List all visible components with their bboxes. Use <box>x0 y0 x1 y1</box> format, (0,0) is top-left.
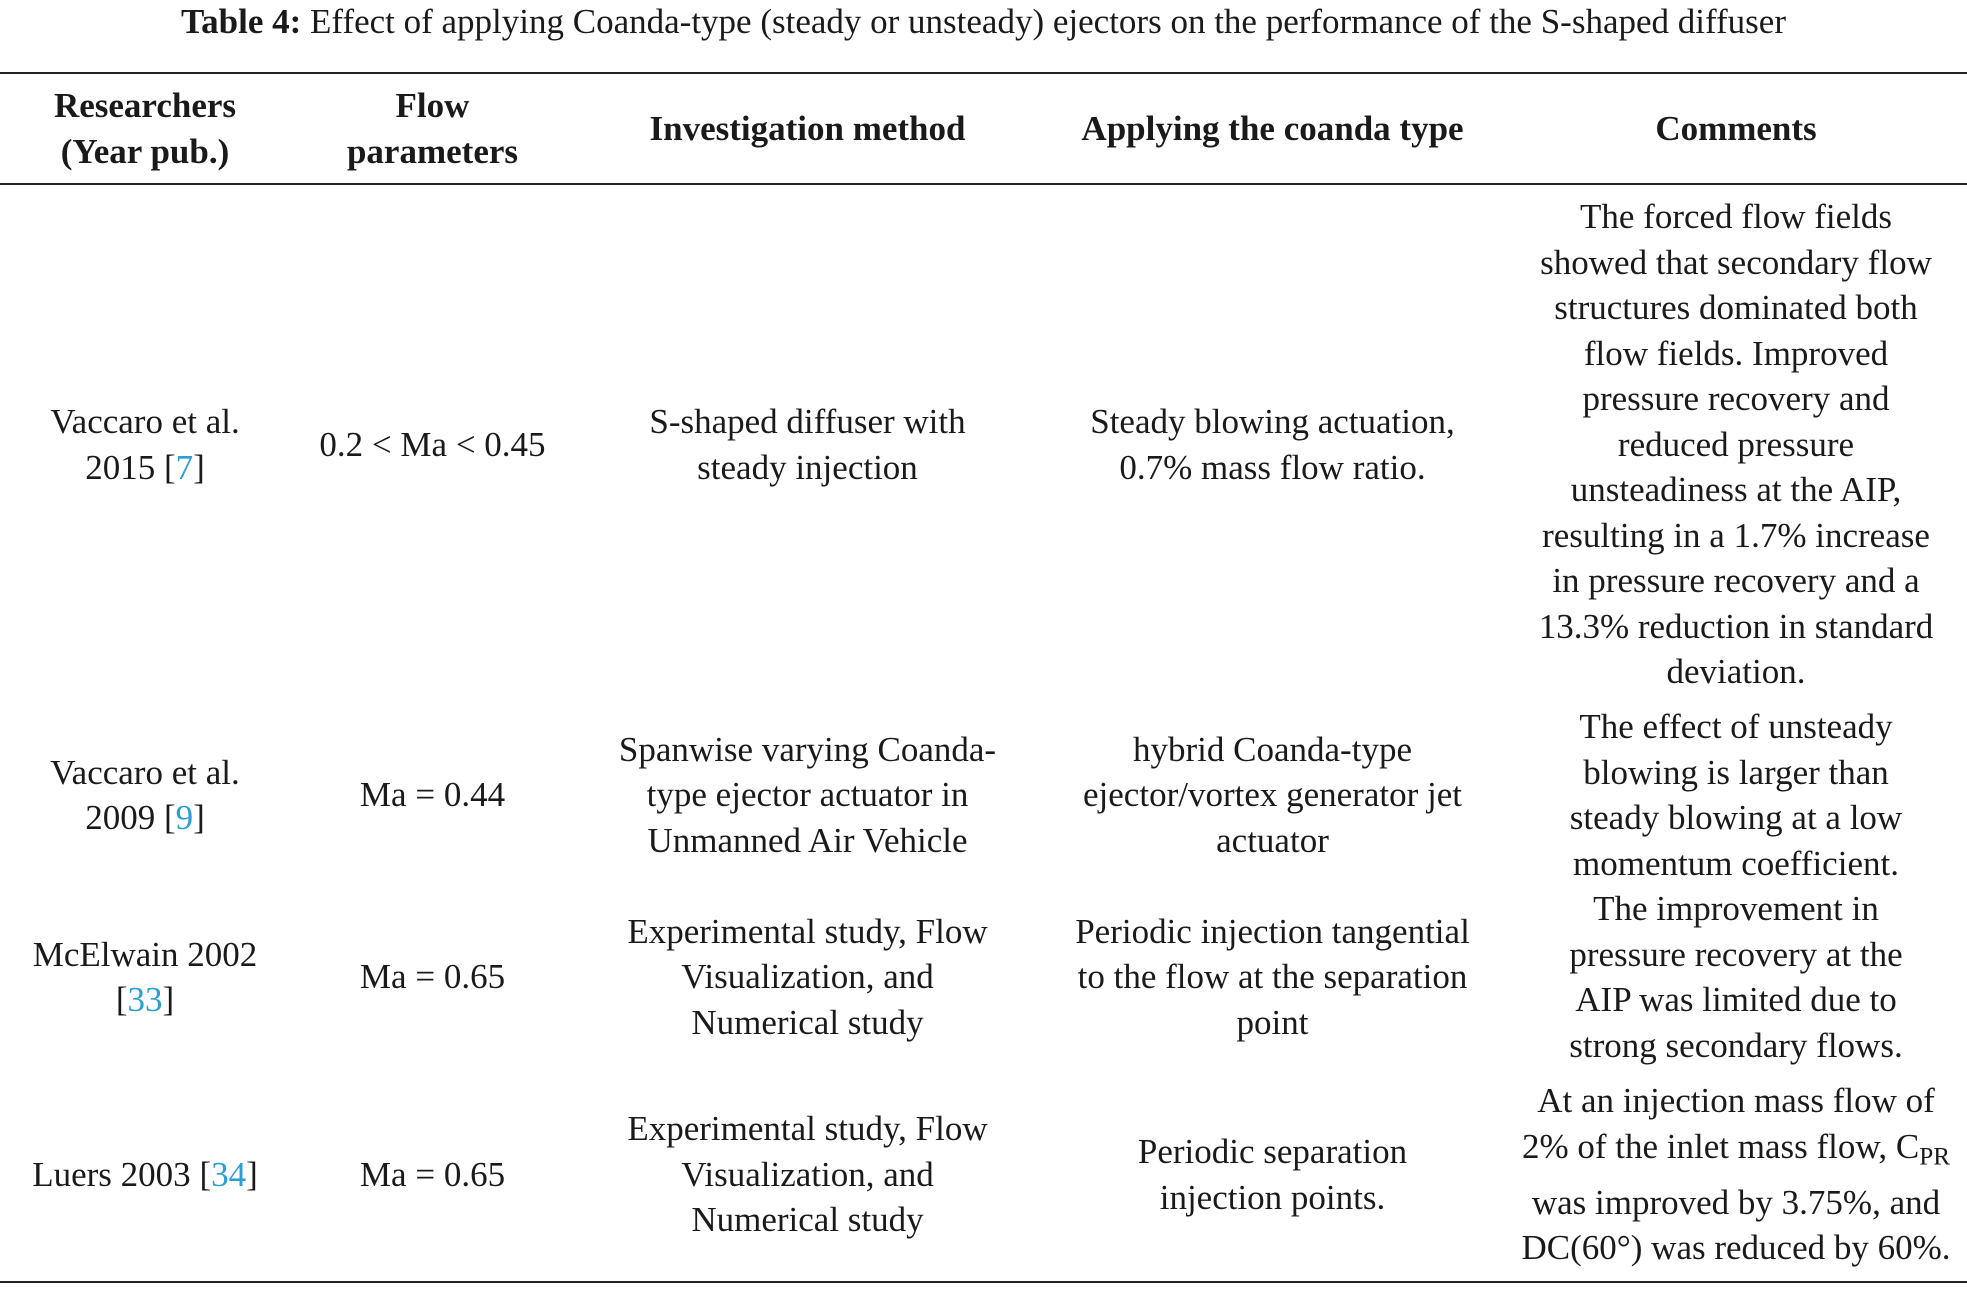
method-cell: Spanwise varying Coanda-type ejector actuator in Unmanned Air Vehicle <box>618 729 997 860</box>
table-row <box>0 184 1967 704</box>
coanda-type-cell: Steady blowing actuation, 0.7% mass flow ratio. <box>1090 402 1455 487</box>
header-comments: Comments <box>1505 73 1967 184</box>
table-row <box>0 1068 1967 1282</box>
researcher-name: Vaccaro et al. 2015 <box>50 402 240 487</box>
researcher-name: Luers 2003 <box>32 1154 191 1194</box>
method-cell: Experimental study, Flow Visualization, and Numerical study <box>575 1068 1040 1282</box>
coanda-type-cell: hybrid Coanda-type ejector/vortex generator jet actuator <box>1083 729 1462 860</box>
coanda-type-cell: Periodic injection tangential to the flow at the separation point <box>1075 911 1470 1042</box>
researcher-cell: Luers 2003 [34] <box>0 1068 290 1282</box>
flow-parameters-cell: Ma = 0.65 <box>359 957 506 997</box>
researcher-cell: McElwain 2002 [33] <box>32 934 258 1019</box>
caption-text: Effect of applying Coanda-type (steady or unsteady) ejectors on the performance of the S-shaped diffuser <box>301 2 1786 41</box>
header-coanda-type: Applying the coanda type <box>1040 73 1505 184</box>
flow-parameters-cell: 0.2 < Ma < 0.45 <box>319 424 546 464</box>
cpr-subscript: PR <box>1919 1143 1951 1171</box>
researcher-cell: Vaccaro et al. 2009 [9] <box>50 752 240 837</box>
reference-link[interactable]: 34 <box>211 1154 247 1194</box>
table-caption <box>0 0 1967 44</box>
reference-link[interactable]: 9 <box>175 798 194 837</box>
flow-parameters-cell: Ma = 0.65 <box>290 1068 575 1282</box>
header-row <box>0 73 1967 184</box>
method-cell: Experimental study, Flow Visualization, and Numerical study <box>627 911 988 1042</box>
caption-label: Table 4: <box>181 2 302 41</box>
comment-text-start: At an injection mass flow of 2% of the inlet mass flow, C <box>1521 1081 1935 1166</box>
comment-text-end: was improved by 3.75%, and DC(60°) was reduced by 60%. <box>1521 1182 1951 1268</box>
table-row <box>0 886 1967 1068</box>
flow-parameters-cell: Ma = 0.44 <box>359 775 506 815</box>
researcher-cell: Vaccaro et al. 2015 [7] <box>50 402 240 487</box>
method-cell: S-shaped diffuser with steady injection <box>649 402 966 487</box>
results-table <box>0 72 1967 1283</box>
header-researchers: Researchers (Year pub.) <box>0 73 290 184</box>
comment-cell <box>1505 1068 1967 1282</box>
reference-link[interactable]: 7 <box>175 447 194 487</box>
comment-cell: The improvement in pressure recovery at the AIP was limited due to strong secondary flows. <box>1569 889 1903 1065</box>
researcher-name: McElwain 2002 <box>32 934 258 974</box>
header-investigation-method: Investigation method <box>575 73 1040 184</box>
reference-link[interactable]: 33 <box>127 980 163 1019</box>
comment-cell: The effect of unsteady blowing is larger than steady blowing at a low momentum coefficient. <box>1569 707 1903 883</box>
researcher-name: Vaccaro et al. 2009 <box>50 752 240 837</box>
header-flow-parameters: Flow parameters <box>290 73 575 184</box>
coanda-type-cell: Periodic separation injection points. <box>1040 1068 1505 1282</box>
comment-cell: The forced flow fields showed that secondary flow structures dominated both flow fields. Improved pressure recovery and reduced pressure unsteadiness at the AIP, resulting in a 1.7% increase in pressure recovery and a 13.3% reduction in standard deviation. <box>1538 197 1934 692</box>
table-row <box>0 704 1967 886</box>
